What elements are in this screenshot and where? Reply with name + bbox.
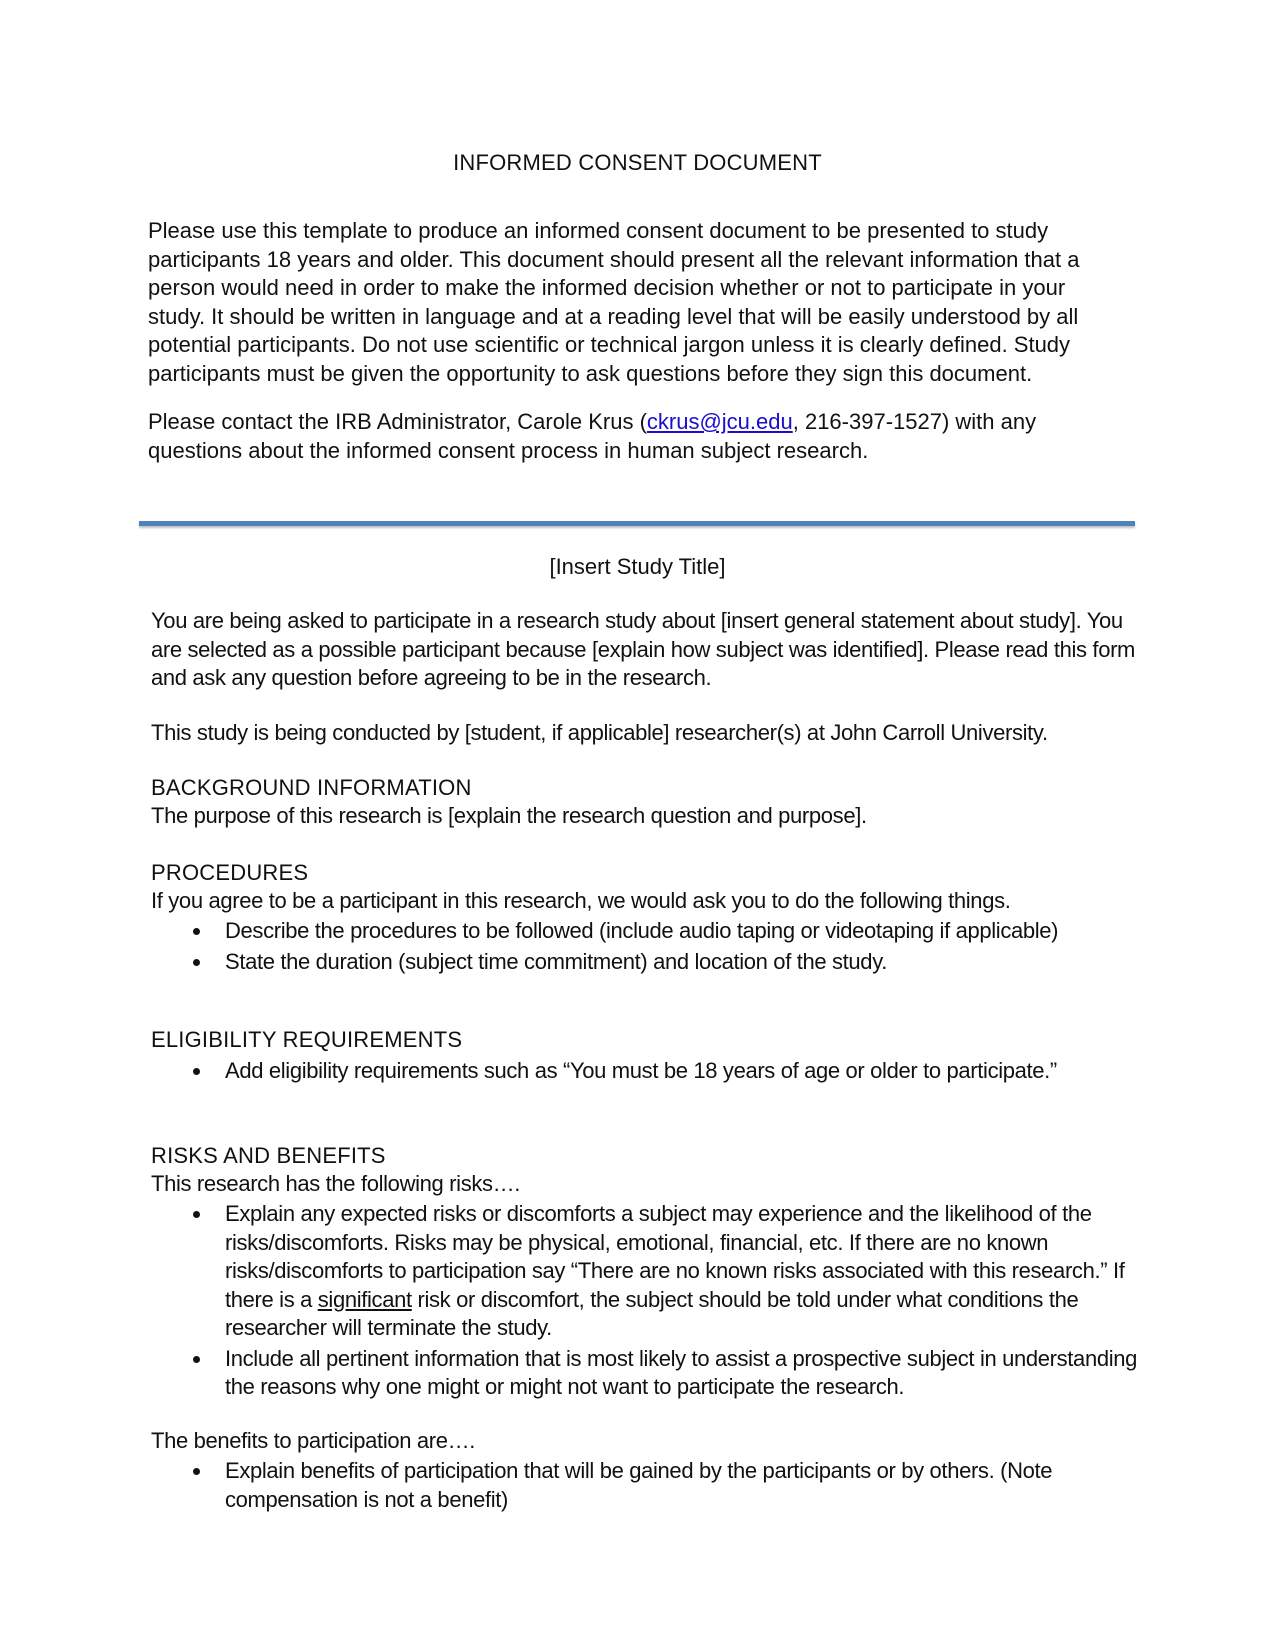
bullet-icon [193, 1468, 200, 1475]
opening-paragraph: You are being asked to participate in a research study about [insert general statement about study]. You are selected as a possible participant because [explain how subject was identified]. Please read this form and ask any question before agreeing to be in the research. [151, 608, 1136, 690]
list-item-text: Describe the procedures to be followed (include audio taping or videotaping if applicable) [225, 918, 1059, 943]
contact-text-after: , 216-397-1527) with any questions about the informed consent process in human subject research. [148, 409, 1037, 463]
procedures-text: If you agree to be a participant in this research, we would ask you to do the following things. [151, 888, 1011, 913]
document-title: INFORMED CONSENT DOCUMENT [453, 150, 822, 175]
significant-emphasis: significant [317, 1286, 412, 1312]
contact-text-before: Please contact the IRB Administrator, Carole Krus ( [148, 409, 647, 434]
bullet-icon [193, 1068, 200, 1075]
benefits-intro: The benefits to participation are…. [151, 1428, 476, 1453]
list-item [151, 1200, 1141, 1343]
background-text: The purpose of this research is [explain the research question and purpose]. [151, 803, 867, 828]
bullet-icon [193, 928, 200, 935]
list-item-text: Add eligibility requirements such as “You must be 18 years of age or older to participate.” [225, 1058, 1057, 1083]
list-item-text: Explain benefits of participation that will be gained by the participants or by others. (Note compensation is not a benefit) [225, 1458, 1053, 1512]
list-item [151, 1057, 1071, 1086]
list-item-text: risk or discomfort, the subject should be told under what conditions the researcher will terminate the study. [225, 1286, 1079, 1340]
list-item [151, 1345, 1141, 1402]
list-item [151, 948, 1071, 977]
list-item-text: Explain any expected risks or discomforts a subject may experience and the likelihood of the risks/discomforts. Risks may be physical, emotional, financial, etc. If there are no known risks/discomforts to participation say “There are no known risks associated with this research.” If there is a [225, 1201, 1125, 1312]
bullet-icon [193, 1211, 200, 1218]
procedures-heading: PROCEDURES [151, 860, 309, 885]
intro-paragraph: Please use this template to produce an informed consent document to be presented to study participants 18 years and older. This document should present all the relevant information that a person would need in order to make the informed decision whether or not to participate in your study. It should be written in language and at a reading level that will be easily understood by all potential participants. Do not use scientific or technical jargon unless it is clearly defined. Study participants must be given the opportunity to ask questions before they sign this document. [148, 218, 1080, 386]
procedures-list [151, 917, 1071, 978]
benefits-list [151, 1457, 1141, 1516]
contact-paragraph [148, 408, 1128, 465]
risks-intro: This research has the following risks…. [151, 1171, 521, 1196]
section-divider [139, 521, 1135, 526]
list-item-text: Include all pertinent information that is most likely to assist a prospective subject in understanding the reasons why one might or might not want to participate the research. [225, 1345, 1138, 1399]
list-item [151, 917, 1071, 946]
bullet-icon [193, 1356, 200, 1363]
conducted-by-paragraph: This study is being conducted by [student, if applicable] researcher(s) at John Carroll University. [151, 720, 1048, 745]
risks-list [151, 1200, 1141, 1404]
email-link[interactable]: ckrus@jcu.edu [646, 409, 793, 434]
eligibility-heading: ELIGIBILITY REQUIREMENTS [151, 1027, 463, 1052]
list-item-text: State the duration (subject time commitment) and location of the study. [225, 948, 887, 974]
eligibility-list [151, 1057, 1071, 1088]
study-title: [Insert Study Title] [549, 554, 726, 579]
bullet-icon [193, 959, 200, 966]
risks-benefits-heading: RISKS AND BENEFITS [151, 1143, 386, 1168]
background-heading: BACKGROUND INFORMATION [151, 775, 472, 800]
list-item [151, 1457, 1141, 1514]
